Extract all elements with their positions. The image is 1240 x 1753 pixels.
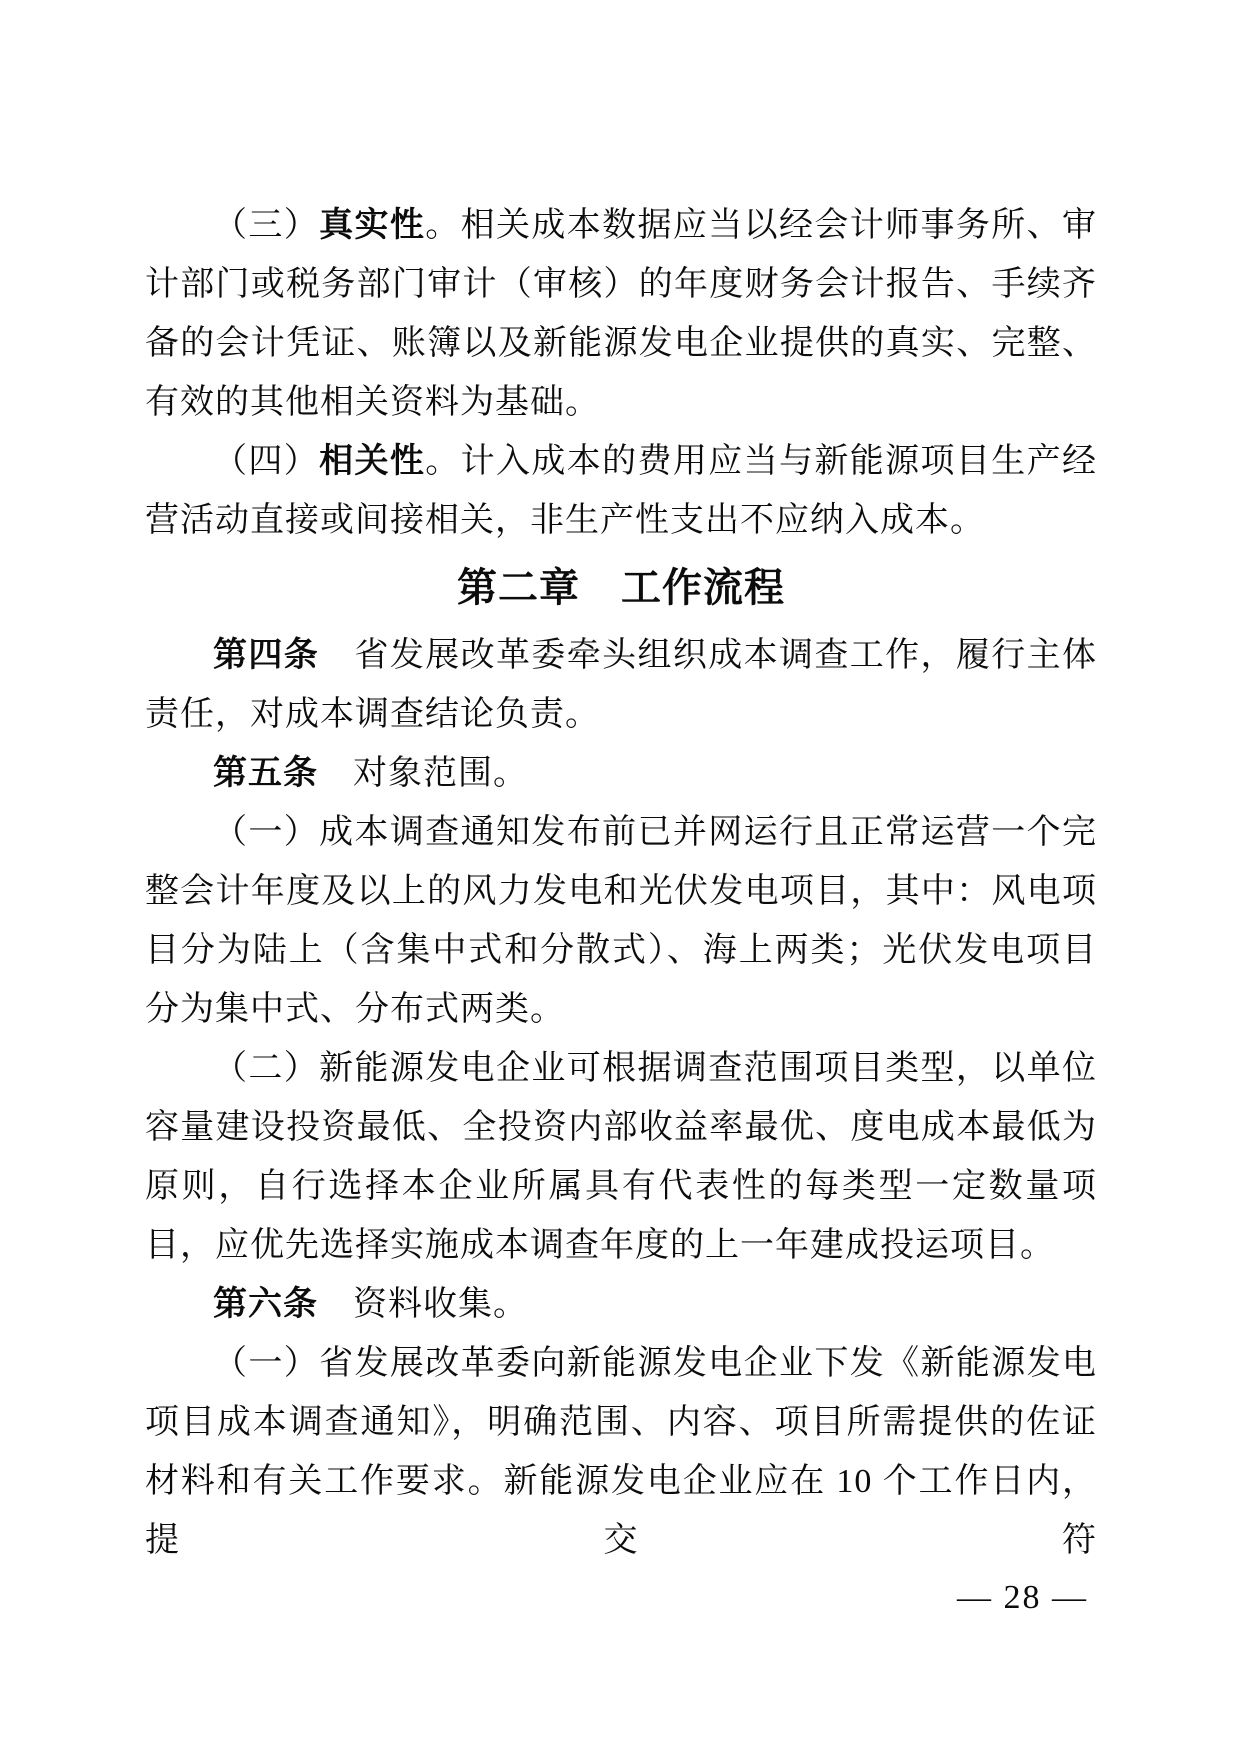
text-run: 。计入成本的费用应当与新能源项目生产经营活动直接或间接相关，非生产性支出不应纳入成本。 (145, 443, 1097, 539)
paragraph-collection-item-1 (145, 1334, 1097, 1570)
text-run-bold: 相关性 (319, 443, 426, 480)
page-number: — 28 — (957, 1579, 1088, 1616)
document-body (145, 196, 1097, 1570)
paragraph-scope-item-1 (145, 803, 1097, 1039)
text-run: （三） (213, 207, 320, 244)
text-run: 资料收集。 (318, 1286, 528, 1323)
text-run: （一）省发展改革委向新能源发电企业下发《新能源发电项目成本调查通知》，明确范围、内容、项目所需提供的佐证材料和有关工作要求。新能源发电企业应在 10 个工作日内，提交符 (145, 1345, 1097, 1559)
text-run: 省发展改革委牵头组织成本调查工作，履行主体责任，对成本调查结论负责。 (145, 637, 1097, 733)
text-run: （二）新能源发电企业可根据调查范围项目类型，以单位容量建设投资最低、全投资内部收益率最优、度电成本最低为原则，自行选择本企业所属具有代表性的每类型一定数量项目，应优先选择实施成本调查年度的上一年建成投运项目。 (145, 1050, 1097, 1264)
text-run: 。相关成本数据应当以经会计师事务所、审计部门或税务部门审计（审核）的年度财务会计报告、手续齐备的会计凭证、账簿以及新能源发电企业提供的真实、完整、有效的其他相关资料为基础。 (145, 207, 1097, 421)
paragraph-article-4 (145, 626, 1097, 744)
text-run-bold: 真实性 (319, 207, 426, 244)
text-run: （四） (213, 443, 320, 480)
article-number-bold: 第四条 (213, 636, 320, 674)
article-number-bold: 第五条 (213, 754, 318, 792)
paragraph-article-5 (145, 744, 1097, 803)
chapter-heading: 第二章 工作流程 (457, 566, 785, 610)
text-run: （一）成本调查通知发布前已并网运行且正常运营一个完整会计年度及以上的风力发电和光伏发电项目，其中：风电项目分为陆上（含集中式和分散式）、海上两类；光伏发电项目分为集中式、分布式两类。 (145, 814, 1097, 1028)
paragraph-item-4-relevance (145, 432, 1097, 550)
paragraph-article-6 (145, 1275, 1097, 1334)
paragraph-item-3-truthfulness (145, 196, 1097, 432)
paragraph-scope-item-2 (145, 1039, 1097, 1275)
article-number-bold: 第六条 (213, 1285, 318, 1323)
text-run: 对象范围。 (318, 755, 528, 792)
